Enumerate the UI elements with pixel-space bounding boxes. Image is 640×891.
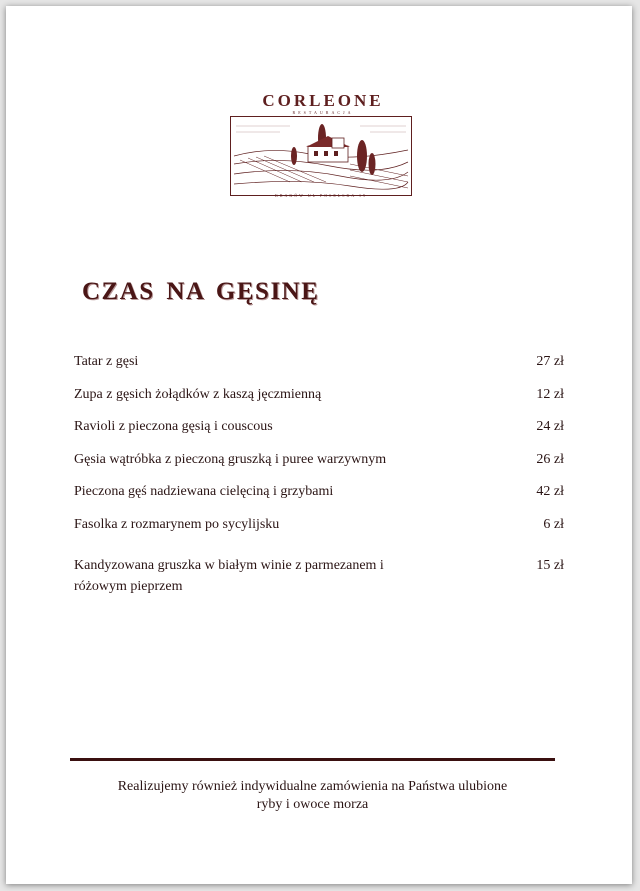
menu-item-name: Fasolka z rozmarynem po sycylijsku [74, 516, 280, 532]
menu-item [74, 449, 564, 482]
footer-line-2: ryby i owoce morza [256, 797, 369, 812]
menu-item-name: Pieczona gęś nadziewana cielęciną i grzybami [74, 484, 334, 499]
menu-item [74, 384, 564, 417]
menu-item [74, 416, 564, 449]
menu-item-price: 26 zł [536, 451, 564, 467]
menu-item-name: Ravioli z pieczona gęsią i couscous [74, 419, 273, 434]
menu-item [74, 514, 564, 547]
menu-item-name: Gęsia wątróbka z pieczoną gruszką i puree warzywnym [74, 451, 387, 467]
menu-item-name: Tatar z gęsi [74, 354, 139, 369]
footer-divider [70, 758, 555, 761]
page-title: CZAS NA GĘSINĘ [82, 278, 320, 305]
menu-item-price: 24 zł [536, 419, 564, 434]
menu-item-price: 6 zł [543, 516, 564, 532]
menu-list [74, 351, 564, 599]
menu-item-name: Kandyzowana gruszka w białym winie z parmezanem i różowym pieprzem [74, 558, 384, 594]
logo-address: KRAKÓW UL POSELSKA 19 [274, 193, 368, 198]
menu-item-price: 42 zł [536, 484, 564, 499]
villa-landscape-icon [230, 116, 412, 196]
menu-item-price: 12 zł [536, 386, 564, 402]
menu-item-price: 15 zł [536, 558, 564, 573]
footer-line-1: Realizujemy również indywidualne zamówienia na Państwa ulubione [117, 779, 508, 794]
logo-subtitle: RESTAURACJA [292, 110, 354, 115]
menu-item [74, 555, 564, 599]
footer-note [70, 778, 555, 814]
menu-item-price: 27 zł [536, 354, 564, 369]
menu-page [6, 6, 632, 884]
menu-item-name: Zupa z gęsich żołądków z kaszą jęczmienną [74, 386, 322, 402]
menu-item [74, 481, 564, 514]
logo-name: CORLEONE [262, 91, 384, 110]
menu-item [74, 351, 564, 384]
restaurant-logo [228, 91, 418, 198]
